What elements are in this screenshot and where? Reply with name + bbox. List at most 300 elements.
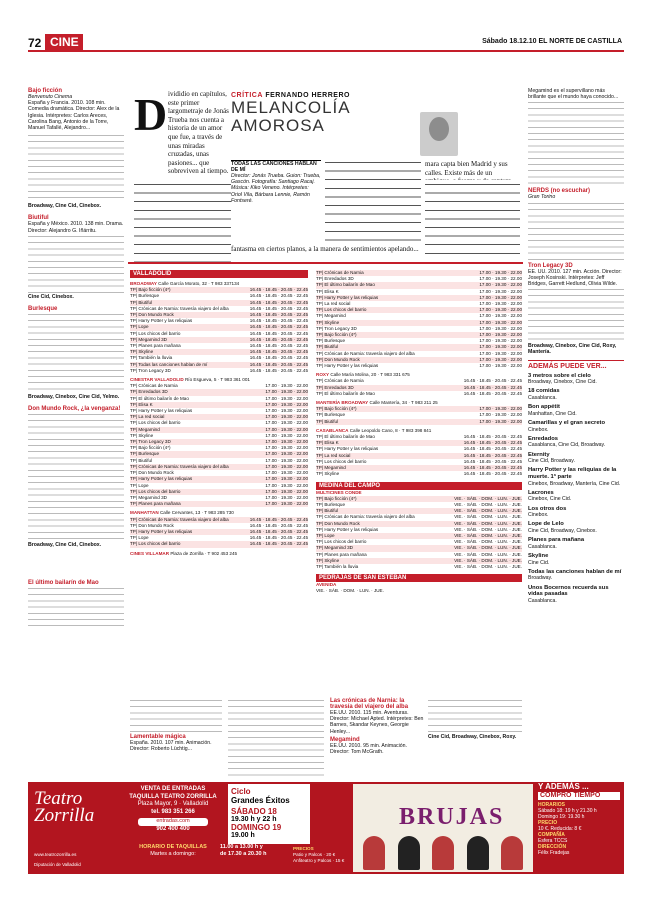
- showtimes-cell: 17.00 · 19.30 · 22.00: [479, 313, 522, 319]
- table-row: [130, 541, 308, 547]
- date-and-paper: Sábado 18.12.10 EL NORTE DE CASTILLA: [482, 38, 622, 45]
- also-showing-cinemas: Cinebox.: [528, 426, 549, 433]
- also-showing-title: Todas las canciones hablan de mí: [528, 568, 622, 575]
- showtimes-cell: 16.45 · 18.45 · 20.45 · 22.45: [249, 318, 308, 324]
- review-title: Tron Legacy 3D: [528, 262, 573, 269]
- movie-title-cell: TP| Megamind 3D: [316, 545, 353, 551]
- showtimes-cell: 16.45 · 18.45 · 20.45 · 22.45: [463, 390, 522, 396]
- critic-body-text: mara capta bien Madrid y sus calles. Existe más de un: [425, 160, 508, 177]
- review-body-lines: [428, 698, 522, 734]
- also-showing-title: Enredados: [528, 435, 558, 442]
- ad-show-title: BRUJAS: [399, 804, 505, 830]
- also-showing-title: Bon appétit: [528, 404, 560, 411]
- movie-title-cell: TP| Harry Potter y las reliquias: [130, 318, 193, 324]
- movie-title-cell: TP| Skyline: [130, 432, 154, 438]
- also-showing-title: Harry Potter y las reliquias de la muerte. 1ª parte: [528, 467, 617, 480]
- table-row: [316, 471, 522, 477]
- movie-title-cell: TP| La red social: [130, 414, 165, 420]
- movie-title-cell: TP| Tron Legacy 3D: [316, 325, 357, 331]
- showtimes-cell: 16.45 · 18.45 · 20.45 · 22.45: [249, 324, 308, 330]
- showtimes-table-broadway: [130, 287, 308, 374]
- ad-performers: [363, 836, 523, 870]
- ad-sab-h: 19.30 h y 22 h: [231, 816, 277, 823]
- page-number: 72: [28, 36, 42, 50]
- movie-title-cell: TP| Biutiful: [316, 344, 339, 350]
- movie-title-cell: TP| Todas las canciones hablan de mí: [130, 361, 208, 367]
- movie-title-cell: TP| Los chicos del barrio: [316, 539, 367, 545]
- movie-title-cell: TP| Tron Legacy 3D: [130, 367, 171, 373]
- cinema-name: BROADWAY: [130, 281, 157, 286]
- movie-title-cell: TP| Tron Legacy 3D: [130, 439, 171, 445]
- ad-precio-lbl: PRECIO: [538, 820, 558, 826]
- showtimes-cell: 16.45 · 18.45 · 20.45 · 22.45: [463, 452, 522, 458]
- review-text: EE.UU. 2010. 95 min. Animación. Director: Tom McGrath.: [330, 742, 407, 756]
- showtimes-cell: 17.00 · 19.30 · 22.00: [479, 412, 522, 418]
- also-showing-title: Skyline: [528, 552, 549, 559]
- ad-brand-logo: Teatro Zorrilla: [34, 788, 95, 826]
- table-row: [316, 419, 522, 425]
- review-body-lines: [528, 287, 624, 343]
- ad-dom: DOMINGO 19: [231, 823, 282, 832]
- ad-entradas[interactable]: entradas.com: [138, 818, 208, 826]
- showtimes-cell: 17.00 · 19.30 · 22.00: [265, 451, 308, 457]
- review-cinemas: Broadway, Cinebox, Cine Cid, Yelmo.: [28, 394, 120, 401]
- ad-box-office: [128, 786, 218, 833]
- review-body-lines: [28, 412, 124, 542]
- showtimes-cell: 17.00 · 19.30 · 22.00: [265, 457, 308, 463]
- review-title: Lamentable mágica: [130, 734, 186, 740]
- table-row: [316, 391, 522, 397]
- movie-title-cell: TP| Lope: [130, 535, 149, 541]
- cinema-name: CASABLANCA: [316, 427, 349, 433]
- showtimes-cell: 17.00 · 19.30 · 22.00: [265, 401, 308, 407]
- right-reviews-column: [528, 88, 624, 773]
- table-row: [130, 501, 308, 507]
- critic-headline-block: [231, 92, 421, 152]
- review-text: EE. UU. 2010. 127 min. Acción. Director: Joseph Kosinski. Intérpretes: Jeff Bridges, Garrett Hedlund, Olivia Wilde.: [528, 268, 622, 288]
- showtimes-cell: 16.45 · 18.45 · 20.45 · 22.45: [249, 299, 308, 305]
- factbox-title: TODAS LAS CANCIONES HABLAN DE MÍ: [231, 161, 317, 173]
- ad-taquilla: TAQUILLA TEATRO ZORRILLA: [129, 793, 217, 800]
- showtimes-cell: 17.00 · 19.30 · 22.00: [265, 494, 308, 500]
- also-showing-cinemas: Manhattan, Cine Cid.: [528, 410, 577, 417]
- movie-title-cell: TP| Crónicas de Narnia: travesía viajero del alba: [130, 305, 229, 311]
- cinema-name: CINES VILLAMAR: [130, 550, 170, 556]
- ad-grandes: Grandes Éxitos: [231, 796, 290, 805]
- critic-body-lines: [325, 158, 421, 246]
- movie-title-cell: TP| Skyline: [316, 319, 340, 325]
- ad-sab: SÁBADO 18: [231, 807, 277, 816]
- left-reviews-column: [28, 88, 124, 588]
- ad-horario-line: 11.00 a 13.00 h y: [220, 844, 263, 850]
- showtimes-cell: 16.45 · 18.45 · 20.45 · 22.45: [249, 330, 308, 336]
- showtimes-cell: 17.00 · 19.30 · 22.00: [265, 395, 308, 401]
- factbox-text: Director: Jonás Trueba. Guion: Trueba, Gascón. Fotografía: Santiago Racaj. Música: Kiko Veneno. Intérpretes: Oriol Vila, Bárbara Lennie, Ramón Fontseré.: [231, 173, 321, 204]
- movie-title-cell: TP| La red social: [316, 452, 351, 458]
- movie-title-cell: TP| Don Mundo Rock: [130, 522, 174, 528]
- review-body-lines: [28, 234, 124, 294]
- ad-tel: tel. 983 351 266: [151, 808, 195, 815]
- showtimes-cell: VIE. · SÁB. · DOM. · LUN. · JUE.: [454, 501, 522, 507]
- also-showing-cinemas: Cine Cid.: [528, 559, 550, 566]
- movie-title-cell: TP| Don Mundo Rock: [130, 312, 174, 318]
- showtimes-cell: 17.00 · 19.30 · 22.00: [265, 426, 308, 432]
- also-showing-title: Lacrones: [528, 489, 554, 496]
- movie-title-cell: TP| Burlesque: [316, 412, 346, 418]
- movie-title-cell: TP| Crónicas de Narnia: [130, 383, 178, 389]
- movie-title-cell: TP| Burlesque: [130, 293, 160, 299]
- ad-compania-v: Esfera TCCS: [538, 838, 568, 844]
- showtimes-table-manteria: [316, 406, 522, 425]
- also-showing-cinemas: Cine Cid, Broadway.: [528, 458, 575, 465]
- also-showing-cinemas: Broadway.: [528, 575, 553, 582]
- movie-title-cell: TP| Los chicos del barrio: [130, 488, 181, 494]
- review-block-mao: [28, 580, 124, 630]
- movie-title-cell: TP| Elisa K: [316, 440, 339, 446]
- showtimes-cell: 17.00 · 19.30 · 22.00: [265, 476, 308, 482]
- showtimes-cell: VIE. · SÁB. · DOM. · LUN. · JUE.: [454, 520, 522, 526]
- showtimes-cell: 16.45 · 18.45 · 20.45 · 22.45: [249, 336, 308, 342]
- ad-hours: [128, 844, 218, 858]
- showtimes-cell: 17.00 · 19.30 · 22.00: [265, 383, 308, 389]
- also-showing-cinemas: Cine Cid, Broadway, Cinebox.: [528, 527, 597, 534]
- also-showing-title: Camarillas y el gran secreto: [528, 420, 606, 427]
- movie-title-cell: TP| Harry Potter y las reliquias: [130, 476, 193, 482]
- dropcap: D: [134, 89, 168, 140]
- movie-title-cell: TP| Megamind: [316, 313, 346, 319]
- ad-prices: [293, 846, 353, 863]
- review-body-lines: [28, 586, 124, 630]
- review-text: Megamind es el supervillano más brillante que el mundo haya conocido...: [528, 88, 619, 101]
- movie-title-cell: TP| Megamind: [130, 426, 160, 432]
- movie-title-cell: TP| Lope: [316, 532, 335, 538]
- review-subtitle: Benvenuto Cinema: [28, 94, 73, 100]
- showtimes-cell: 17.00 · 19.30 · 22.00: [265, 445, 308, 451]
- showtimes-cell: 17.00 · 19.30 · 22.00: [265, 432, 308, 438]
- showtimes-cell: 17.00 · 19.30 · 22.00: [479, 338, 522, 344]
- showtimes-cell: 16.45 · 18.45 · 20.45 · 22.45: [249, 361, 308, 367]
- cinema-name: MULTICINES CONDE: [316, 489, 362, 495]
- table-row: [316, 363, 522, 369]
- movie-title-cell: TP| Biutiful: [130, 299, 153, 305]
- showtimes-cell: VIE. · SÁB. · DOM. · LUN. · JUE.: [454, 526, 522, 532]
- critic-bottom-rule: [128, 262, 523, 264]
- showtimes-cell: 16.45 · 18.45 · 20.45 · 22.45: [463, 471, 522, 477]
- movie-title-cell: TP| El último bailarín de Mao: [130, 395, 189, 401]
- movie-title-cell: TP| Planes para mañana: [130, 343, 181, 349]
- showtimes-cell: 17.00 · 19.30 · 22.00: [479, 288, 522, 294]
- performer-figure: [398, 836, 420, 870]
- cinema-address: Plaza de Zorrilla · T 902 453 245: [170, 550, 238, 556]
- showtimes-cell: 16.45 · 18.45 · 20.45 · 22.45: [249, 528, 308, 534]
- showtimes-cell: 16.45 · 18.45 · 20.45 · 22.45: [463, 378, 522, 384]
- also-showing-title: Lope de Lelo: [528, 521, 564, 528]
- showtimes-cell: 16.45 · 18.45 · 20.45 · 22.45: [249, 305, 308, 311]
- review-cinemas: Broadway, Cine Cid, Cinebox.: [28, 542, 102, 549]
- showtimes-cell: 17.00 · 19.30 · 22.00: [265, 470, 308, 476]
- showtimes-cell: 17.00 · 19.30 · 22.00: [265, 408, 308, 414]
- movie-title-cell: TP| Los chicos del barrio: [316, 307, 367, 313]
- review-body-lines: [528, 100, 624, 188]
- also-showing-title: 3 metros sobre el cielo: [528, 372, 591, 379]
- listings-right: [316, 270, 522, 595]
- showtimes-table-roxy: [316, 378, 522, 397]
- review-body-lines: [228, 698, 324, 778]
- movie-title-cell: TP| Crónicas de Narnia: travesía viajero del alba: [316, 514, 415, 520]
- showtimes-table-medina: [316, 496, 522, 570]
- movie-title-cell: TP| El último bailarín de Mao: [316, 434, 375, 440]
- cinema-address: Calle Mantería, 34 · T 983 211 25: [369, 400, 438, 406]
- review-title: Bajo ficción: [28, 88, 63, 94]
- ad-disp: Diputación de Valladolid: [34, 862, 81, 867]
- showtimes-cell: 16.45 · 18.45 · 20.45 · 22.45: [249, 349, 308, 355]
- also-showing-title: 18 comidas: [528, 388, 560, 395]
- critic-body-text: fantasma en ciertos planos, a la manera de sentimientos apelando...: [231, 245, 419, 253]
- author-head-shape: [429, 117, 449, 141]
- ad-precio-v: 10 €. Reducida: 8 €: [538, 826, 582, 832]
- showtimes-cell: 17.00 · 19.30 · 22.00: [479, 406, 522, 412]
- movie-title-cell: TP| También la lluvia: [316, 563, 359, 569]
- ad-horario-line: Martes a domingo:: [150, 851, 196, 857]
- critic-body-text: ivididio en capítulos, este primer largometraje de Jonás Trueba nos cuenta a historia de un amor que fue, a través de unas miradas cruzadas, unas pasiones... que sobreviven al tiempo.: [168, 90, 229, 176]
- movie-title-cell: TP| Enredados 3D: [316, 384, 354, 390]
- review-title: Biutiful: [28, 215, 49, 222]
- movie-title-cell: TP| Megamind: [316, 465, 346, 471]
- ad-cycle-box: [228, 784, 310, 844]
- movie-title-cell: TP| Harry Potter y las reliquias: [316, 363, 379, 369]
- movie-title-cell: TP| El último bailarín de Mao: [316, 390, 375, 396]
- showtimes-cell: 17.00 · 19.30 · 22.00: [479, 363, 522, 369]
- author-photo: [420, 112, 458, 156]
- movie-title-cell: TP| Bajo ficción (4*): [316, 406, 357, 412]
- also-showing-cinemas: Casablanca.: [528, 543, 557, 550]
- performer-figure: [363, 836, 385, 870]
- city-header-valladolid: VALLADOLID: [130, 270, 308, 278]
- performer-figure: [467, 836, 489, 870]
- cinema-address: Río Esgueva, 5 · T 983 361 001: [184, 377, 250, 383]
- movie-title-cell: TP| Burlesque: [130, 451, 160, 457]
- showtimes-cell: 17.00 · 19.30 · 22.00: [265, 414, 308, 420]
- ad-ademas: Y ADEMÁS ...: [538, 782, 589, 791]
- table-row: [130, 368, 308, 374]
- movie-title-cell: TP| Bajo ficción (4*): [316, 332, 357, 338]
- ad-dom-h: 19.00 h: [231, 832, 255, 839]
- movie-title-cell: TP| Bajo ficción (4*): [130, 445, 171, 451]
- review-body-lines: [28, 312, 124, 394]
- showtimes-cell: 17.00 · 19.30 · 22.00: [479, 325, 522, 331]
- ad-show-poster: [353, 784, 533, 872]
- showtimes-cell: 16.45 · 18.45 · 20.45 · 22.45: [249, 522, 308, 528]
- also-showing-list: [528, 373, 624, 604]
- critic-column-a: [134, 90, 231, 270]
- critic-body-lines: [425, 180, 520, 256]
- showtimes-cell: 16.45 · 18.45 · 20.45 · 22.45: [249, 516, 308, 522]
- critic-author: FERNANDO HERRERO: [265, 92, 350, 99]
- showtimes-table-cinestar: [130, 383, 308, 507]
- cinema-address: Calle Leopoldo Cano, 8 · T 983 398 841: [349, 427, 432, 433]
- review-cinemas: Broadway, Cine Cid, Cinebox.: [28, 203, 102, 210]
- showtimes-cell: 16.45 · 18.45 · 20.45 · 22.45: [249, 367, 308, 373]
- movie-title-cell: TP| Megamind 3D: [130, 494, 167, 500]
- movie-title-cell: TP| Los chicos del barrio: [130, 420, 181, 426]
- showtimes-cell: 16.45 · 18.45 · 20.45 · 22.45: [463, 465, 522, 471]
- table-row: [316, 564, 522, 570]
- showtimes-cell: 17.00 · 19.30 · 22.00: [479, 276, 522, 282]
- movie-title-cell: TP| Skyline: [316, 557, 340, 563]
- showtimes-cell: VIE. · SÁB. · DOM. · LUN. · JUE.: [454, 514, 522, 520]
- showtimes-cell: 17.00 · 19.30 · 22.00: [479, 294, 522, 300]
- showtimes-cell: 16.45 · 18.45 · 20.45 · 22.45: [249, 355, 308, 361]
- ad-entradas-tel: 902 400 400: [156, 825, 190, 832]
- showtimes-cell: VIE. · SÁB. · DOM. · LUN. · JUE.: [454, 557, 522, 563]
- review-subtitle: Gran Torino: [528, 194, 556, 201]
- showtimes-cell: 16.45 · 18.45 · 20.45 · 22.45: [463, 440, 522, 446]
- showtimes-cell: 16.45 · 18.45 · 20.45 · 22.45: [249, 287, 308, 293]
- review-body-lines: [130, 698, 222, 734]
- review-title: Las crónicas de Narnia: la travesía del viajero del alba: [330, 698, 409, 710]
- showtimes-cell: 17.00 · 19.30 · 22.00: [265, 463, 308, 469]
- also-showing-cinemas: Casablanca.: [528, 597, 557, 604]
- review-block-narnia: [330, 698, 424, 755]
- movie-title-cell: TP| Planes para mañana: [130, 501, 181, 507]
- also-showing-cinemas: Cinebox.: [528, 512, 549, 519]
- movie-title-cell: TP| Elisa K: [130, 401, 153, 407]
- city-header-medina: MEDINA DEL CAMPO: [316, 482, 522, 490]
- review-title: Burlesque: [28, 306, 58, 313]
- movie-title-cell: TP| También la lluvia: [130, 355, 173, 361]
- cinema-name: MANHATTAN: [130, 510, 159, 516]
- header-rule: [28, 50, 624, 52]
- movie-title-cell: TP| Bajo ficción (4*): [316, 495, 357, 501]
- movie-title-cell: TP| Los chicos del barrio: [130, 330, 181, 336]
- showtimes-cell: VIE. · SÁB. · DOM. · LUN. · JUE.: [454, 532, 522, 538]
- also-showing-title: Unos Bocernos recuerda sus vidas pasadas: [528, 584, 609, 598]
- cinema-name: AVENIDA: [316, 582, 337, 588]
- showtimes-cell: 16.45 · 18.45 · 20.45 · 22.45: [249, 535, 308, 541]
- review-title: NERDS (no escuchar): [528, 188, 591, 195]
- showtimes-cell: 17.00 · 19.30 · 22.00: [479, 319, 522, 325]
- movie-title-cell: TP| Los chicos del barrio: [316, 458, 367, 464]
- review-cinemas: Cine Cid, Broadway, Cinebox, Roxy.: [428, 734, 517, 740]
- movie-title-cell: TP| Biutiful: [316, 508, 339, 514]
- review-body-lines: [28, 133, 124, 203]
- review-text: España y México. 2010. 138 min. Drama. Director: Alejandro G. Iñárritu.: [28, 221, 124, 234]
- movie-title-cell: TP| Burlesque: [316, 501, 346, 507]
- showtimes-cell: VIE. · SÁB. · DOM. · LUN. · JUE.: [454, 563, 522, 569]
- ad-web: www.teatrozorrilla.es: [34, 852, 77, 857]
- ad-horario-title: HORARIO DE TAQUILLAS: [139, 844, 207, 850]
- cinema-name: CINESTAR VALLADOLID: [130, 377, 184, 383]
- showtimes-cell: 17.00 · 19.30 · 22.00: [479, 301, 522, 307]
- showtimes-cell: VIE. · SÁB. · DOM. · LUN. · JUE.: [454, 495, 522, 501]
- movie-title-cell: TP| La red social: [316, 301, 351, 307]
- also-showing-title: Planes para mañana: [528, 537, 585, 544]
- movie-title-cell: TP| Bajo ficción (4*): [130, 287, 171, 293]
- ad-venta: VENTA DE ENTRADAS: [140, 786, 206, 792]
- showtimes-cell: 17.00 · 19.30 · 22.00: [479, 344, 522, 350]
- ad-extra: [538, 784, 620, 856]
- ad-direccion-lbl: DIRECCIÓN: [538, 844, 567, 850]
- cinema-address: Calle María Molina, 20 · T 983 331 675: [330, 372, 410, 378]
- movie-title-cell: TP| Crónicas de Narnia: [316, 378, 364, 384]
- showtimes-cell: 17.00 · 19.30 · 22.00: [479, 350, 522, 356]
- cinema-name: MANTERÍA BROADWAY: [316, 400, 369, 406]
- movie-title-cell: TP| Los chicos del barrio: [130, 541, 181, 547]
- showtimes-cell: VIE. · SÁB. · DOM. · LUN. · JUE.: [454, 539, 522, 545]
- cinema-name: ROXY: [316, 372, 330, 378]
- movie-title-cell: TP| Biutiful: [130, 457, 153, 463]
- showtimes-cell: 16.45 · 18.45 · 20.45 · 22.45: [463, 446, 522, 452]
- critic-factbox: [231, 160, 321, 246]
- showtimes-cell: 17.00 · 19.30 · 22.00: [479, 332, 522, 338]
- showtimes-cell: 17.00 · 19.30 · 22.00: [265, 439, 308, 445]
- showtimes-cell: 16.45 · 18.45 · 20.45 · 22.45: [249, 343, 308, 349]
- ad-address: Plaza Mayor, 9 · Valladolid: [137, 801, 209, 807]
- showtimes-cell: 16.45 · 18.45 · 20.45 · 22.45: [463, 458, 522, 464]
- movie-title-cell: TP| Crónicas de Narnia: travesía viajero del alba: [130, 463, 229, 469]
- ad-direccion-v: Félix Fradejas: [538, 850, 570, 856]
- cinema-address: Calle García Morato, 32 · T 983 337134: [158, 281, 240, 286]
- movie-title-cell: TP| Harry Potter y las reliquias: [316, 526, 379, 532]
- showtimes-cell: 17.00 · 19.30 · 22.00: [265, 389, 308, 395]
- review-block-bottom-4: [428, 698, 522, 740]
- performer-figure: [501, 836, 523, 870]
- theatre-ad: [28, 782, 624, 874]
- ad-hours-2: [220, 844, 290, 858]
- showtimes-cell: VIE. · SÁB. · DOM. · LUN. · JUE.: [454, 508, 522, 514]
- review-text: España. 2010. 107 min. Animación. Director: Roberto Lüchtig...: [130, 740, 212, 753]
- ad-precio-line: Anfiteatro y Palcos · 15 €: [293, 857, 345, 863]
- city-header-pedrajas: PEDRAJAS DE SAN ESTEBAN: [316, 574, 522, 582]
- ademas-header: ADEMÁS PUEDE VER...: [528, 360, 624, 370]
- review-body-lines: [528, 201, 624, 263]
- ad-precios-title: PRECIOS: [293, 846, 314, 851]
- showtimes-cell: 16.45 · 18.45 · 20.45 · 22.45: [249, 312, 308, 318]
- ad-horarios-title: HORARIOS: [538, 802, 565, 808]
- movie-title-cell: TP| Burlesque: [316, 338, 346, 344]
- showtimes-table-casablanca: [316, 434, 522, 477]
- ad-compania-lbl: COMPAÑÍA: [538, 832, 565, 838]
- showtimes-cell: 17.00 · 19.30 · 22.00: [479, 356, 522, 362]
- review-cinemas: Cine Cid, Cinebox.: [28, 293, 74, 300]
- also-showing-cinemas: Casablanca.: [528, 395, 557, 402]
- showtimes-cell: 17.00 · 19.30 · 22.00: [265, 420, 308, 426]
- also-showing-title: Eternity: [528, 451, 550, 458]
- showtimes-cell: VIE. · SÁB. · DOM. · LUN. · JUE.: [454, 545, 522, 551]
- critic-kicker: CRÍTICA: [231, 92, 263, 99]
- movie-title-cell: TP| Don Mundo Rock: [316, 356, 360, 362]
- showtimes-cell: 16.45 · 18.45 · 20.45 · 22.45: [463, 434, 522, 440]
- movie-title-cell: TP| Skyline: [130, 349, 154, 355]
- movie-title-cell: TP| Enredados 3D: [316, 276, 354, 282]
- also-showing-cinemas: Casablanca, Cine Cid, Broadway.: [528, 442, 606, 449]
- movie-title-cell: TP| El último bailarín de Mao: [316, 282, 375, 288]
- review-block-bottom-1: [130, 698, 222, 752]
- showtimes-cell: 17.00 · 19.30 · 22.00: [479, 418, 522, 424]
- showtimes-cell: 17.00 · 19.30 · 22.00: [479, 270, 522, 275]
- review-cinemas: Broadway, Cinebox, Cine Cid, Roxy, Mantería.: [528, 343, 617, 356]
- movie-title-cell: TP| Don Mundo Rock: [130, 470, 174, 476]
- showtimes-cell: 16.45 · 18.45 · 20.45 · 22.45: [249, 293, 308, 299]
- ad-horario-line: de 17.30 a 20.30 h: [220, 851, 267, 857]
- showtimes-cell: 17.00 · 19.30 · 22.00: [265, 501, 308, 507]
- movie-title-cell: TP| Biutiful: [316, 418, 339, 424]
- movie-title-cell: TP| Megamind 3D: [130, 336, 167, 342]
- section-label: CINE: [45, 34, 83, 50]
- review-title: Megamind: [330, 736, 360, 743]
- movie-title-cell: TP| Crónicas de Narnia: [316, 270, 364, 275]
- showtimes-cell: 17.00 · 19.30 · 22.00: [479, 282, 522, 288]
